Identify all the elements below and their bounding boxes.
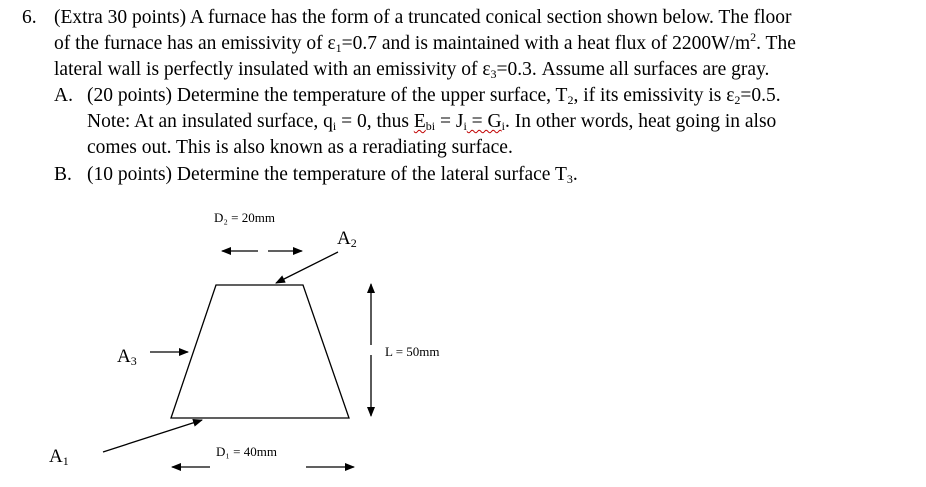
a3-label: A3 xyxy=(117,346,137,368)
problem-line-2: of the furnace has an emissivity of $\varepsilon_1=0.7$ and is maintained with a heat flux of $2200W/m^2$. The xyxy=(54,30,796,55)
a1-label: A1 xyxy=(49,446,69,468)
part-b-label: B. xyxy=(54,164,72,185)
problem-number: 6. xyxy=(22,7,37,28)
problem-line-3: lateral wall is perfectly insulated with an emissivity of $\varepsilon_3=0.3$. Assume all surfaces are gray. xyxy=(54,59,770,81)
l-label: L = 50mm xyxy=(385,344,440,359)
part-b-text: (10 points) Determine the temperature of the lateral surface $T_3$. xyxy=(87,164,578,186)
furnace-trapezoid xyxy=(171,285,349,418)
part-a-text: (20 points) Determine the temperature of the upper surface, $T_2$, if its emissivity is $\varepsilon_2=0.5$. xyxy=(87,85,781,107)
d2-label: D₂ = 20mm xyxy=(214,210,275,225)
a1-pointer-arrow xyxy=(103,420,202,452)
part-a-label: A. xyxy=(54,85,73,106)
part-a-note-continued: comes out. This is also known as a reradiating surface. xyxy=(87,137,513,158)
d1-label: D₁ = 40mm xyxy=(216,444,277,459)
a2-pointer-arrow xyxy=(276,252,338,283)
part-a-note: Note: At an insulated surface, $q_i = 0$, thus $E_{bi} = J_i = G_i$. In other words, heat going in also xyxy=(87,111,777,133)
problem-line-1: (Extra 30 points) A furnace has the form of a truncated conical section shown below. The floor xyxy=(54,7,792,28)
a2-label: A2 xyxy=(337,228,357,250)
